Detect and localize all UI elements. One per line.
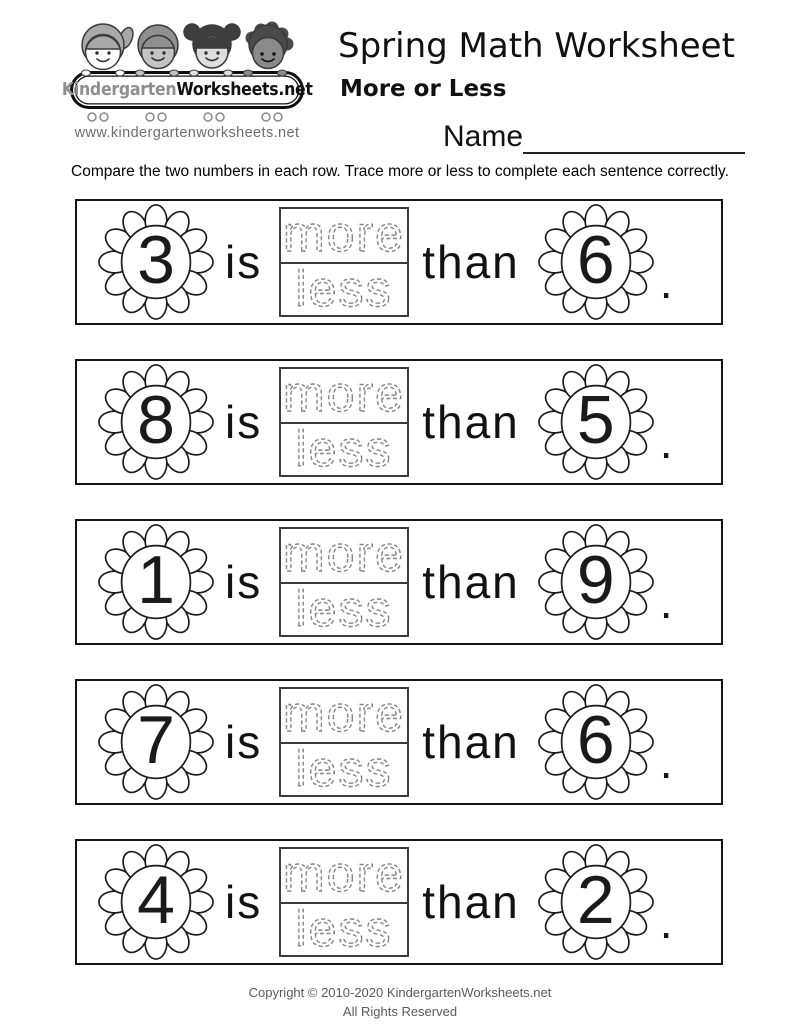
logo-text-gray: Kindergarten <box>61 80 177 100</box>
sentence-period: . <box>659 416 675 468</box>
worksheet-row <box>75 839 723 965</box>
trace-option-more[interactable] <box>281 526 407 584</box>
trace-option-less[interactable] <box>281 741 407 797</box>
trace-word-more[interactable]: more <box>283 366 406 422</box>
logo-text-black: Worksheets.net <box>176 80 313 100</box>
trace-word-less[interactable]: less <box>295 421 393 477</box>
trace-option-more[interactable] <box>281 206 407 264</box>
trace-word-less[interactable]: less <box>295 581 393 637</box>
copyright-line: Copyright © 2010-2020 KindergartenWorksheets.net <box>248 985 552 1000</box>
flower-number-right <box>537 363 655 481</box>
flower-number-left <box>97 363 215 481</box>
word-than: than <box>422 396 520 448</box>
more-less-trace-box <box>279 847 409 957</box>
name-blank-line[interactable] <box>523 122 745 154</box>
trace-word-more[interactable]: more <box>283 526 406 582</box>
flower-number-right <box>537 523 655 641</box>
trace-option-less[interactable] <box>281 581 407 637</box>
trace-word-more[interactable]: more <box>283 206 406 262</box>
flower-number-left <box>97 203 215 321</box>
flower-number-right <box>537 683 655 801</box>
worksheet-row <box>75 199 723 325</box>
trace-option-less[interactable] <box>281 261 407 317</box>
word-is: is <box>225 716 263 768</box>
left-number: 8 <box>137 382 175 458</box>
word-is: is <box>225 236 263 288</box>
more-less-trace-box <box>279 367 409 477</box>
word-is: is <box>225 396 263 448</box>
logo-hands-decoration <box>70 68 304 78</box>
trace-option-more[interactable] <box>281 686 407 744</box>
flower-number-left <box>97 843 215 961</box>
logo-feet-decoration <box>70 110 304 124</box>
page-subtitle: More or Less <box>340 76 507 102</box>
trace-option-more[interactable] <box>281 366 407 424</box>
right-number: 6 <box>576 702 615 778</box>
left-number: 4 <box>137 862 175 938</box>
worksheet-row <box>75 519 723 645</box>
name-label: Name <box>443 120 524 153</box>
trace-word-more[interactable]: more <box>283 846 406 902</box>
worksheet-rows <box>75 199 723 965</box>
flower-number-right <box>537 203 655 321</box>
worksheet-row <box>75 359 723 485</box>
footer <box>0 984 800 1022</box>
trace-word-less[interactable]: less <box>295 741 393 797</box>
sentence-period: . <box>659 896 675 948</box>
worksheet-row <box>75 679 723 805</box>
word-than: than <box>422 716 520 768</box>
flower-number-left <box>97 683 215 801</box>
more-less-trace-box <box>279 527 409 637</box>
more-less-trace-box <box>279 687 409 797</box>
sentence-period: . <box>659 576 675 628</box>
sentence-period: . <box>659 736 675 788</box>
word-is: is <box>225 556 263 608</box>
word-is: is <box>225 876 263 928</box>
word-than: than <box>422 876 520 928</box>
right-number: 6 <box>576 222 615 298</box>
right-number: 2 <box>576 862 615 938</box>
trace-option-less[interactable] <box>281 901 407 957</box>
left-number: 3 <box>137 222 175 298</box>
trace-option-more[interactable] <box>281 846 407 904</box>
rights-line: All Rights Reserved <box>342 1003 458 1019</box>
more-less-trace-box <box>279 207 409 317</box>
flower-number-right <box>537 843 655 961</box>
left-number: 1 <box>137 542 175 618</box>
trace-word-more[interactable]: more <box>283 686 406 742</box>
trace-option-less[interactable] <box>281 421 407 477</box>
trace-word-less[interactable]: less <box>295 261 393 317</box>
right-number: 9 <box>576 542 615 618</box>
trace-word-less[interactable]: less <box>295 901 393 957</box>
sentence-period: . <box>659 256 675 308</box>
word-than: than <box>422 236 520 288</box>
flower-number-left <box>97 523 215 641</box>
website-url: www.kindergartenworksheets.net <box>74 125 300 141</box>
instructions-text: Compare the two numbers in each row. Trace more or less to complete each sentence correctly. <box>71 163 729 180</box>
right-number: 5 <box>576 382 615 458</box>
left-number: 7 <box>137 702 175 778</box>
word-than: than <box>422 556 520 608</box>
page-title: Spring Math Worksheet <box>338 26 735 66</box>
